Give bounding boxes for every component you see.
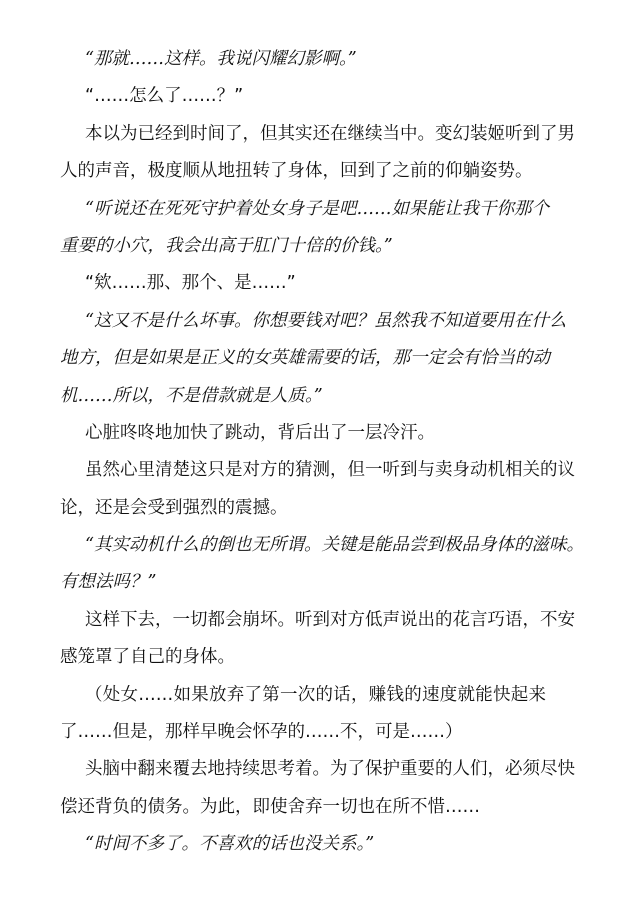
text-line: 偿还背负的债务。为此，即使舍弃一切也在所不惜…… (60, 796, 480, 817)
text-line: 论，还是会受到强烈的震撼。 (60, 497, 288, 518)
text-line: 人的声音，极度顺从地扭转了身体，回到了之前的仰躺姿势。 (60, 161, 533, 182)
text-line: 头脑中翻来覆去地持续思考着。为了保护重要的人们，必须尽快 (85, 759, 575, 780)
text-line: “时间不多了。不喜欢的话也没关系。” (85, 834, 375, 855)
paragraph (60, 78, 546, 115)
paragraph (60, 415, 546, 452)
paragraph (60, 677, 546, 752)
dialogue-paragraph (60, 303, 567, 415)
document-body (60, 41, 584, 864)
text-line: 机……所以，不是借款就是人质。” (60, 385, 323, 406)
dialogue-paragraph (60, 191, 549, 266)
text-line: 虽然心里清楚这只是对方的猜测，但一听到与卖身动机相关的议 (85, 460, 575, 481)
text-line: 有想法吗？” (60, 572, 157, 593)
text-line: 地方，但是如果是正义的女英雄需要的话，那一定会有恰当的动 (60, 348, 550, 369)
paragraph (60, 751, 575, 826)
paragraph (60, 602, 575, 677)
dialogue-paragraph (60, 41, 546, 78)
text-line: “这又不是什么坏事。你想要钱对吧？虽然我不知道要用在什么 (85, 310, 567, 331)
text-line: “听说还在死死守护着处女身子是吧……如果能让我干你那个 (85, 198, 549, 219)
text-line: 了……但是，那样早晚会怀孕的……不，可是……） (60, 722, 463, 743)
text-line: 本以为已经到时间了，但其实还在继续当中。变幻装姬听到了男 (85, 123, 575, 144)
text-line: （处女……如果放弃了第一次的话，赚钱的速度就能快起来 (85, 684, 546, 705)
text-line: 心脏咚咚地加快了跳动，背后出了一层冷汗。 (85, 422, 435, 443)
text-line: “那就……这样。我说闪耀幻影啊。” (85, 49, 357, 69)
text-line: “其实动机什么的倒也无所谓。关键是能品尝到极品身体的滋味。 (85, 535, 584, 556)
dialogue-paragraph (60, 826, 546, 863)
text-line: “欸……那、那个、是……” (85, 273, 296, 294)
text-line: 这样下去，一切都会崩坏。听到对方低声说出的花言巧语，不安 (85, 609, 575, 630)
text-line: “……怎么了……？” (85, 86, 244, 107)
text-line: 重要的小穴，我会出高于肛门十倍的价钱。” (60, 235, 393, 256)
dialogue-paragraph (60, 527, 584, 602)
paragraph (60, 452, 575, 527)
paragraph (60, 265, 546, 302)
text-line: 感笼罩了自己的身体。 (60, 647, 235, 668)
paragraph (60, 116, 575, 191)
